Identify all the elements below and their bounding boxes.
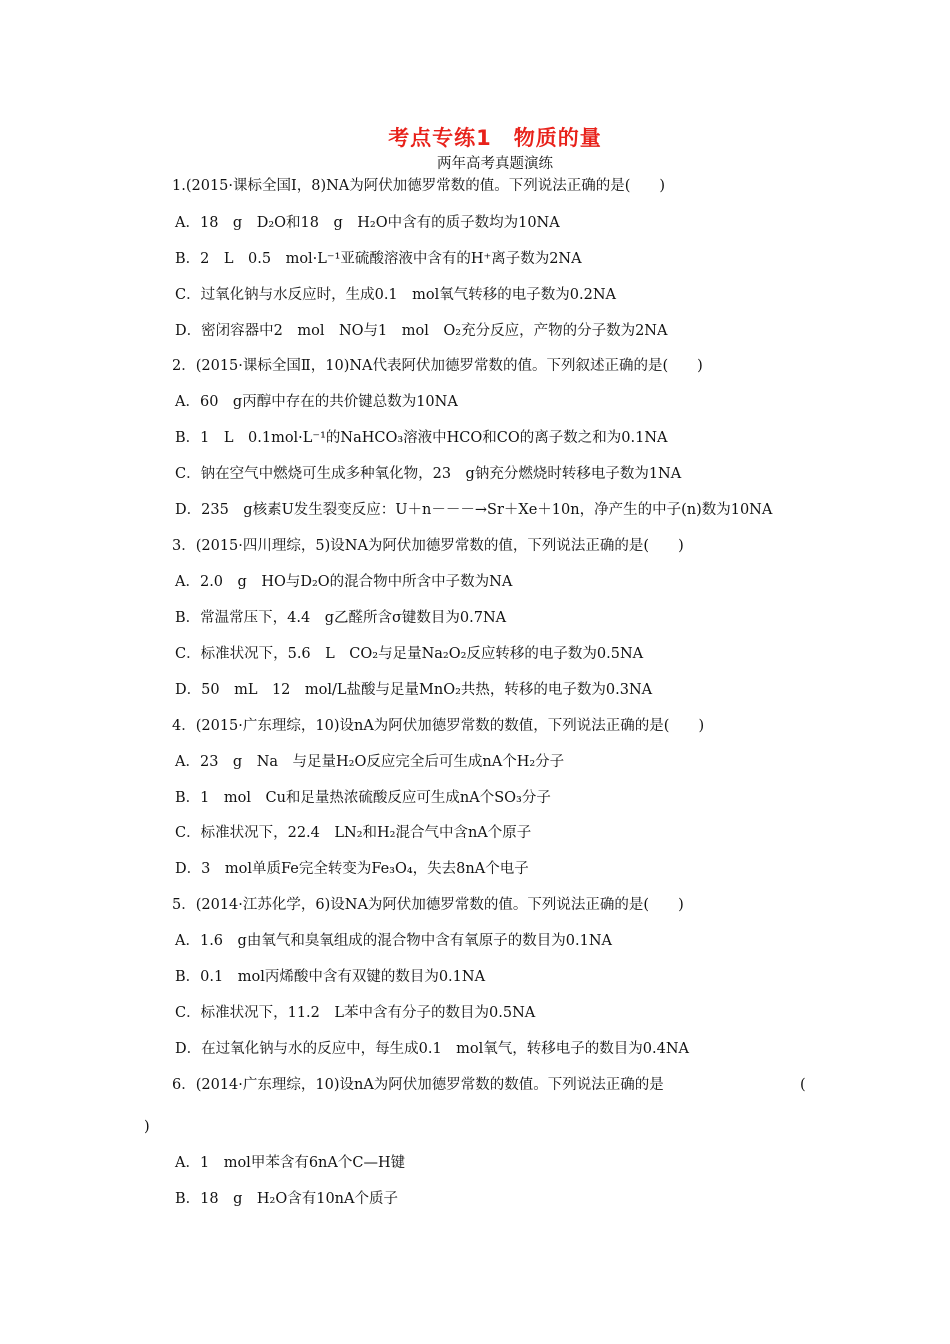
question-3-option-a: A．2.0 g HO与D₂O的混合物中所含中子数为NA (175, 574, 513, 590)
question-5-stem: 5．(2014·江苏化学，6)设NA为阿伏加德罗常数的值。下列说法正确的是( ) (172, 897, 684, 913)
question-6-option-a: A．1 mol甲苯含有6nA个C—H键 (175, 1155, 406, 1171)
page-subtitle: 两年高考真题演练 (437, 156, 553, 172)
question-3-option-d: D．50 mL 12 mol/L盐酸与足量MnO₂共热，转移的电子数为0.3NA (175, 682, 653, 698)
question-6-open-paren: ( (800, 1077, 806, 1093)
question-1-option-a: A．18 g D₂O和18 g H₂O中含有的质子数均为10NA (175, 215, 560, 231)
question-1-option-d: D．密闭容器中2 mol NO与1 mol O₂充分反应，产物的分子数为2NA (175, 323, 668, 339)
question-4-stem: 4．(2015·广东理综，10)设nA为阿伏加德罗常数的数值，下列说法正确的是( ) (172, 718, 705, 734)
question-4-option-c: C．标准状况下，22.4 LN₂和H₂混合气中含nA个原子 (175, 825, 532, 841)
question-2-option-d: D．235 g核素U发生裂变反应：U＋n－－－→Sr＋Xe＋10n，净产生的中子(n)数为10NA (175, 502, 773, 518)
question-3-option-b: B．常温常压下，4.4 g乙醛所含σ键数目为0.7NA (175, 610, 507, 626)
question-5-option-a: A．1.6 g由氧气和臭氧组成的混合物中含有氧原子的数目为0.1NA (175, 933, 613, 949)
question-6-close-paren: ) (144, 1119, 150, 1135)
question-6-stem: 6．(2014·广东理综，10)设nA为阿伏加德罗常数的数值。下列说法正确的是 (172, 1077, 664, 1093)
question-1-option-c: C．过氧化钠与水反应时，生成0.1 mol氧气转移的电子数为0.2NA (175, 287, 616, 303)
question-2-option-b: B．1 L 0.1mol·L⁻¹的NaHCO₃溶液中HCO和CO的离子数之和为0.1NA (175, 430, 668, 446)
page-title: 考点专练1 物质的量 (388, 126, 602, 150)
question-1-stem: 1.(2015·课标全国Ⅰ，8)NA为阿伏加德罗常数的值。下列说法正确的是( ) (172, 178, 666, 194)
question-2-stem: 2．(2015·课标全国Ⅱ，10)NA代表阿伏加德罗常数的值。下列叙述正确的是( ) (172, 358, 703, 374)
question-6-option-b: B．18 g H₂O含有10nA个质子 (175, 1191, 398, 1207)
question-3-option-c: C．标准状况下，5.6 L CO₂与足量Na₂O₂反应转移的电子数为0.5NA (175, 646, 644, 662)
question-4-option-b: B．1 mol Cu和足量热浓硫酸反应可生成nA个SO₃分子 (175, 790, 551, 806)
question-5-option-b: B．0.1 mol丙烯酸中含有双键的数目为0.1NA (175, 969, 486, 985)
question-2-option-a: A．60 g丙醇中存在的共价键总数为10NA (175, 394, 458, 410)
question-5-option-c: C．标准状况下，11.2 L苯中含有分子的数目为0.5NA (175, 1005, 536, 1021)
question-5-option-d: D．在过氧化钠与水的反应中，每生成0.1 mol氧气，转移电子的数目为0.4NA (175, 1041, 690, 1057)
question-1-option-b: B．2 L 0.5 mol·L⁻¹亚硫酸溶液中含有的H⁺离子数为2NA (175, 251, 582, 267)
question-3-stem: 3．(2015·四川理综，5)设NA为阿伏加德罗常数的值，下列说法正确的是( ) (172, 538, 684, 554)
question-4-option-a: A．23 g Na 与足量H₂O反应完全后可生成nA个H₂分子 (175, 754, 565, 770)
question-2-option-c: C．钠在空气中燃烧可生成多种氧化物，23 g钠充分燃烧时转移电子数为1NA (175, 466, 682, 482)
question-4-option-d: D．3 mol单质Fe完全转变为Fe₃O₄，失去8nA个电子 (175, 861, 529, 877)
